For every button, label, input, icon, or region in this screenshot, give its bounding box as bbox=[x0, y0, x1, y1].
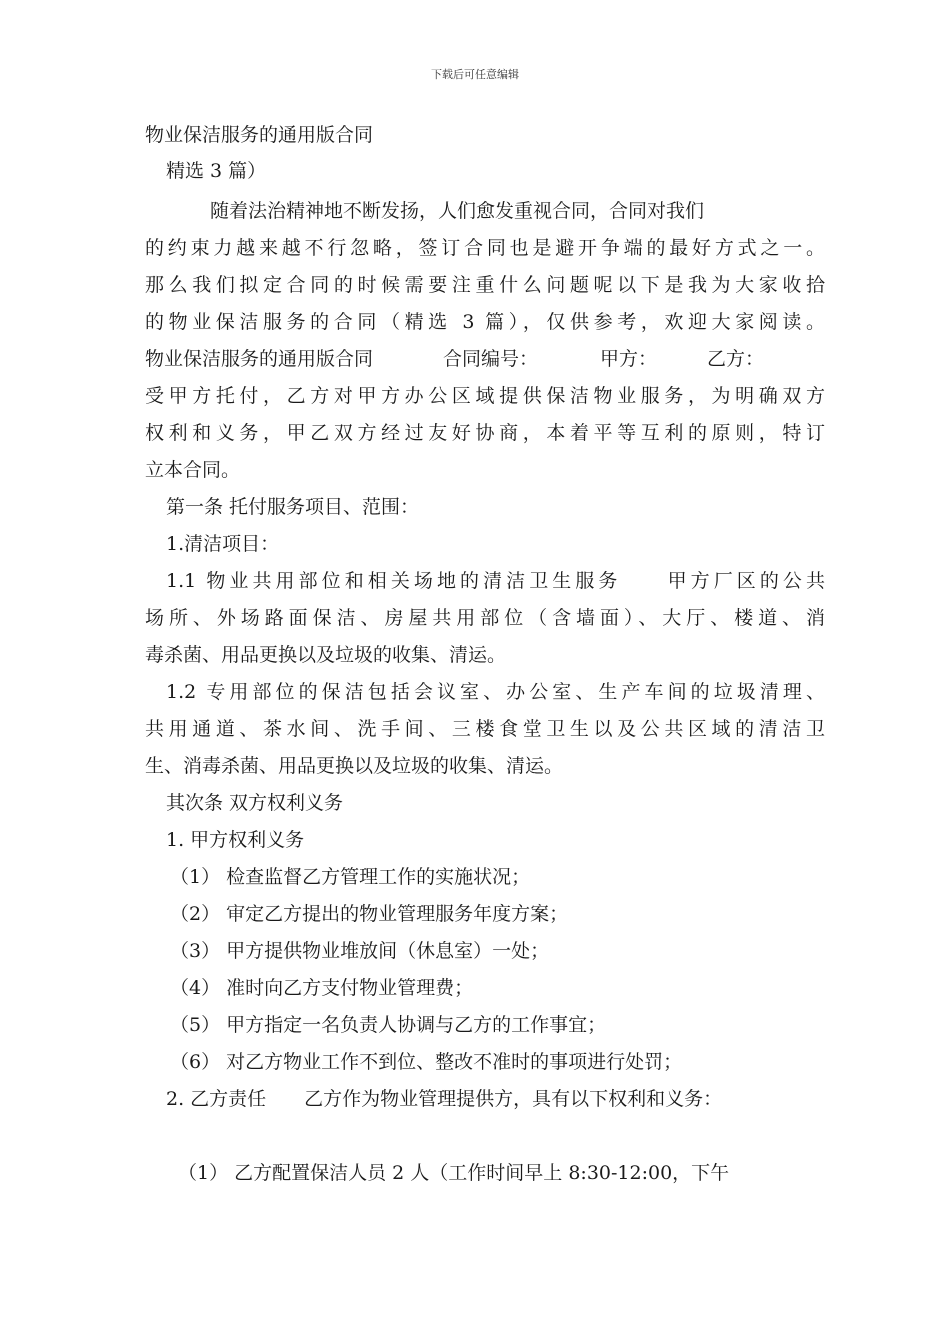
party-a-item: （3） 甲方提供物业堆放间（休息室）一处； bbox=[170, 940, 550, 962]
party-a-item: （6） 对乙方物业工作不到位、整改不准时的事项进行处罚； bbox=[170, 1051, 683, 1073]
intro-line: 那么我们拟定合同的时候需要注重什么问题呢以下是我为大家收拾 bbox=[145, 274, 825, 296]
party-b-item: （1） 乙方配置保洁人员 2 人（工作时间早上 8:30-12:00，下午 bbox=[178, 1162, 730, 1184]
article1-item1-2-line: 生、消毒杀菌、用品更换以及垃圾的收集、清运。 bbox=[145, 755, 564, 777]
party-b-label: 乙方： bbox=[707, 348, 765, 370]
page-header: 下载后可任意编辑 bbox=[431, 68, 519, 81]
contract-name: 物业保洁服务的通用版合同 bbox=[145, 348, 374, 370]
article2-heading: 其次条 双方权利义务 bbox=[166, 792, 344, 814]
document-subtitle: 精选 3 篇） bbox=[166, 160, 267, 182]
preamble-line: 权利和义务，甲乙双方经过友好协商，本着平等互利的原则，特订 bbox=[145, 422, 825, 444]
article1-item1-2-line: 1.2 专用部位的保洁包括会议室、办公室、生产车间的垃圾清理、 bbox=[166, 681, 825, 703]
preamble-line: 立本合同。 bbox=[145, 459, 241, 481]
intro-line: 的物业保洁服务的合同（精选 3 篇），仅供参考，欢迎大家阅读。 bbox=[145, 311, 825, 333]
intro-line: 随着法治精神地不断发扬，人们愈发重视合同，合同对我们 bbox=[210, 200, 705, 222]
party-a-item: （4） 准时向乙方支付物业管理费； bbox=[170, 977, 474, 999]
party-a-item: （1） 检查监督乙方管理工作的实施状况； bbox=[170, 866, 531, 888]
article1-heading: 第一条 托付服务项目、范围： bbox=[166, 496, 420, 518]
article1-item1-2-line: 共用通道、茶水间、洗手间、三楼食堂卫生以及公共区域的清洁卫 bbox=[145, 718, 825, 740]
article1-item1-1-line: 场所、外场路面保洁、房屋共用部位（含墙面）、大厅、楼道、消 bbox=[145, 607, 825, 629]
party-a-item: （2） 审定乙方提出的物业管理服务年度方案； bbox=[170, 903, 569, 925]
document-title: 物业保洁服务的通用版合同 bbox=[145, 124, 374, 146]
article1-item1: 1.清洁项目： bbox=[166, 533, 280, 555]
contract-header-row bbox=[145, 346, 825, 372]
party-a-item: （5） 甲方指定一名负责人协调与乙方的工作事宜； bbox=[170, 1014, 607, 1036]
article1-item1-1-line: 1.1 物业共用部位和相关场地的清洁卫生服务 甲方厂区的公共 bbox=[166, 570, 825, 592]
party-b-heading: 2. 乙方责任 乙方作为物业管理提供方，具有以下权利和义务： bbox=[166, 1088, 723, 1110]
article1-item1-1-line: 毒杀菌、用品更换以及垃圾的收集、清运。 bbox=[145, 644, 507, 666]
intro-line: 的约束力越来越不行忽略，签订合同也是避开争端的最好方式之一。 bbox=[145, 237, 825, 259]
preamble-line: 受甲方托付，乙方对甲方办公区域提供保洁物业服务，为明确双方 bbox=[145, 385, 825, 407]
party-a-heading: 1. 甲方权利义务 bbox=[166, 829, 305, 851]
contract-number-label: 合同编号： bbox=[443, 348, 539, 370]
party-a-label: 甲方： bbox=[600, 348, 658, 370]
